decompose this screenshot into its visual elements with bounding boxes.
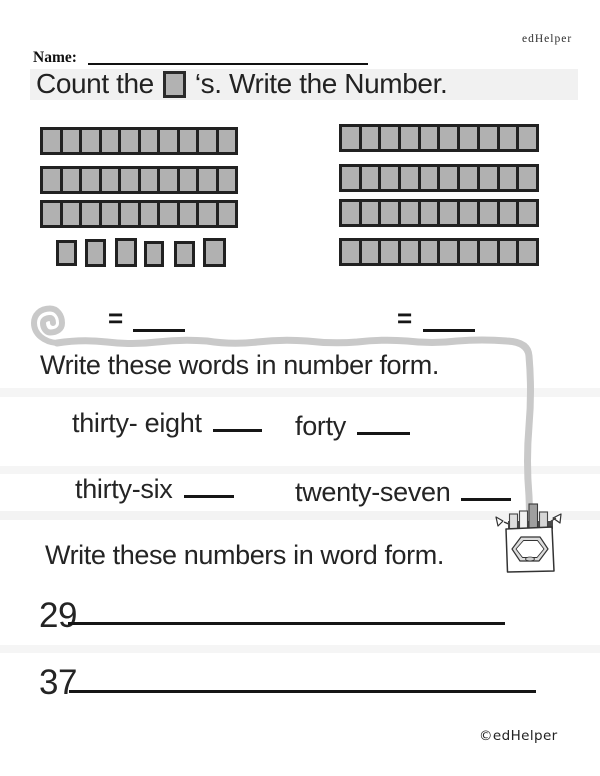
word-item-label: forty bbox=[295, 411, 347, 441]
word-item-label: thirty- eight bbox=[72, 408, 202, 438]
title-suffix: ‘s. Write the Number. bbox=[194, 68, 448, 99]
number-item-label: 29 bbox=[39, 596, 77, 635]
numbers-section-heading: Write these numbers in word form. bbox=[45, 540, 444, 570]
brand-logo-top: edHelper bbox=[522, 33, 573, 45]
title-prefix: Count the bbox=[36, 68, 154, 99]
words-section-heading: Write these words in number form. bbox=[40, 350, 439, 380]
equals-sign-right: = bbox=[397, 303, 413, 333]
number-item-label: 37 bbox=[39, 663, 77, 702]
word-item-label: twenty-seven bbox=[295, 477, 451, 507]
brand-logo-bottom: ©edHelper bbox=[479, 728, 558, 744]
word-item-label: thirty-six bbox=[75, 474, 173, 504]
name-label: Name: bbox=[33, 49, 77, 66]
equals-sign-left: = bbox=[108, 303, 124, 333]
